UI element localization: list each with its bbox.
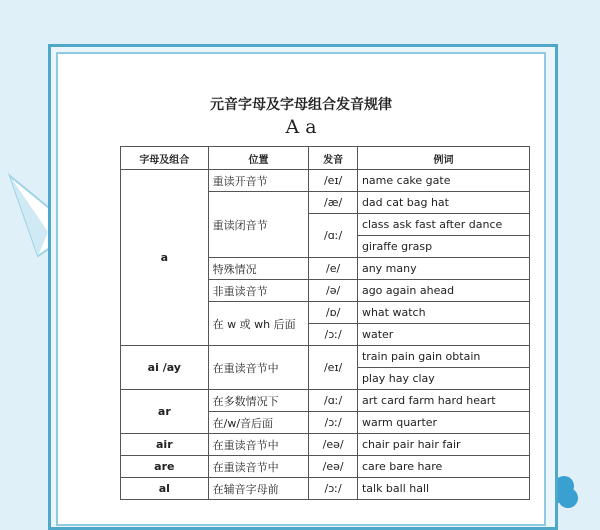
cell-position: 在重读音节中 (208, 434, 309, 456)
cell-position: 在多数情况下 (208, 390, 309, 412)
cell-examples: train pain gain obtain (357, 346, 529, 368)
pronunciation-table (120, 146, 530, 500)
cell-examples: play hay clay (357, 368, 529, 390)
cell-examples: water (357, 324, 529, 346)
cell-ipa: /eɪ/ (309, 170, 358, 192)
document-page (56, 52, 546, 526)
table-row (121, 456, 530, 478)
table-body (121, 170, 530, 500)
document-title: 元音字母及字母组合发音规律 (210, 97, 392, 113)
cell-ipa: /æ/ (309, 192, 358, 214)
cell-examples: ago again ahead (357, 280, 529, 302)
cell-ipa: /eɪ/ (309, 346, 358, 390)
cell-ipa: /ɑː/ (309, 390, 358, 412)
cell-position: 在重读音节中 (208, 346, 309, 390)
header-ipa: 发音 (309, 147, 358, 170)
cell-letter: al (121, 478, 209, 500)
cell-ipa: /ɑː/ (309, 214, 358, 258)
cell-ipa: /eə/ (309, 434, 358, 456)
cell-examples: any many (357, 258, 529, 280)
cell-position: 在重读音节中 (208, 456, 309, 478)
table-row (121, 390, 530, 412)
cell-position: 特殊情况 (208, 258, 309, 280)
cell-ipa: /eə/ (309, 456, 358, 478)
cell-letter: a (121, 170, 209, 346)
cell-letter: are (121, 456, 209, 478)
header-examples: 例词 (357, 147, 529, 170)
cell-examples: giraffe grasp (357, 236, 529, 258)
cell-letter: ar (121, 390, 209, 434)
cell-examples: class ask fast after dance (357, 214, 529, 236)
header-position: 位置 (208, 147, 309, 170)
cell-ipa: /ə/ (309, 280, 358, 302)
cell-examples: care bare hare (357, 456, 529, 478)
cell-examples: chair pair hair fair (357, 434, 529, 456)
cell-position: 在/w/音后面 (208, 412, 309, 434)
cell-examples: name cake gate (357, 170, 529, 192)
cell-letter: air (121, 434, 209, 456)
cell-ipa: /ɔː/ (309, 478, 358, 500)
cell-examples: art card farm hard heart (357, 390, 529, 412)
cell-position: 非重读音节 (208, 280, 309, 302)
letter-heading: A a (285, 116, 317, 138)
table-row (121, 170, 530, 192)
table-row (121, 478, 530, 500)
table-row (121, 346, 530, 368)
cell-ipa: /ɔː/ (309, 412, 358, 434)
cell-examples: warm quarter (357, 412, 529, 434)
cell-examples: dad cat bag hat (357, 192, 529, 214)
cell-examples: talk ball hall (357, 478, 529, 500)
cell-position: 在辅音字母前 (208, 478, 309, 500)
cell-position: 重读闭音节 (208, 192, 309, 258)
cell-ipa: /e/ (309, 258, 358, 280)
cell-ipa: /ɔː/ (309, 324, 358, 346)
table-header-row (121, 147, 530, 170)
cell-position: 重读开音节 (208, 170, 309, 192)
cell-position: 在 w 或 wh 后面 (208, 302, 309, 346)
table-row (121, 434, 530, 456)
cell-examples: what watch (357, 302, 529, 324)
cell-letter: ai /ay (121, 346, 209, 390)
header-letter: 字母及组合 (121, 147, 209, 170)
cell-ipa: /ɒ/ (309, 302, 358, 324)
